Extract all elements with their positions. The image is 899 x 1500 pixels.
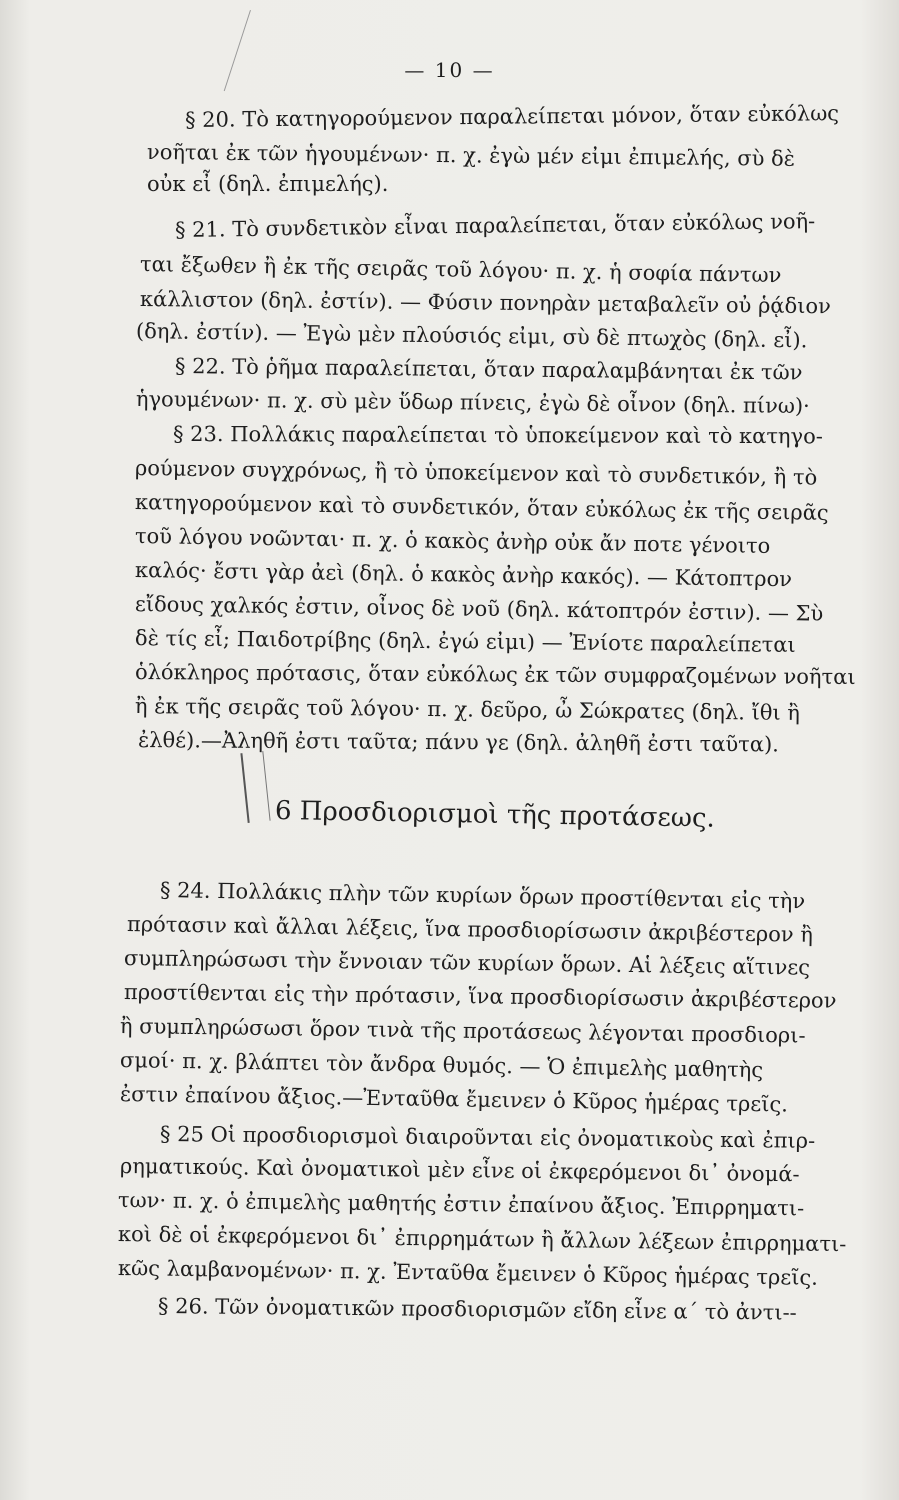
- text-line: συμπληρώσωσι τὴν ἔννοιαν τῶν κυρίων ὅρων. Αἱ λέξεις αἵτινες: [123, 946, 811, 980]
- text-line: § 26. Τῶν ὀνοματικῶν προσδιορισμῶν εἴδη εἶνε α´ τὸ ἀντι--: [157, 1294, 797, 1325]
- text-line: κατηγορούμενον καὶ τὸ συνδετικόν, ὅταν εὐκόλως ἐκ τῆς σειρᾶς: [134, 490, 829, 525]
- text-line: κῶς λαμβανομένων· π. χ. Ἐνταῦθα ἔμεινεν ὁ Κῦρος ἡμέρας τρεῖς.: [117, 1256, 819, 1290]
- text-line: § 22. Τὸ ῥῆμα παραλείπεται, ὅταν παραλαμβάνηται ἐκ τῶν: [174, 354, 803, 385]
- text-line: κάλλιστον (δηλ. ἐστίν). — Φύσιν πονηρὰν μεταβαλεῖν οὐ ῥᾴδιον: [139, 287, 831, 319]
- text-line: κοὶ δὲ οἱ ἐκφερόμενοι δι᾽ ἐπιρρημάτων ἢ ἄλλων λέξεων ἐπιρρηματι-: [117, 1222, 847, 1257]
- section-heading: 6 Προσδιορισμοὶ τῆς προτάσεως.: [274, 796, 716, 834]
- text-line: τοῦ λόγου νοῶνται· π. χ. ὁ κακὸς ἀνὴρ οὐκ ἄν ποτε γένοιτο: [134, 524, 771, 558]
- text-line: πρότασιν καὶ ἄλλαι λέξεις, ἵνα προσδιορίσωσιν ἀκριβέστερον ἢ: [126, 912, 814, 947]
- text-line: ἢ ἐκ τῆς σειρᾶς τοῦ λόγου· π. χ. δεῦρο, ὦ Σώκρατες (δηλ. ἴθι ἢ: [134, 694, 801, 725]
- text-line: ἡγουμένων· π. χ. σὺ μὲν ὕδωρ πίνεις, ἐγὼ δὲ οἶνον (δηλ. πίνω)·: [135, 387, 810, 419]
- text-line: § 21. Τὸ συνδετικὸν εἶναι παραλείπεται, ὅταν εὐκόλως νοῆ-: [174, 209, 816, 242]
- page-number: — 10 —: [404, 58, 495, 82]
- text-line: σμοί· π. χ. βλάπτει τὸν ἄνδρα θυμός. — Ὁ ἐπιμελὴς μαθητὴς: [119, 1048, 764, 1083]
- text-line: καλός· ἔστι γὰρ ἀεὶ (δηλ. ὁ κακὸς ἀνὴρ κακός). — Κάτοπτρον: [134, 558, 793, 592]
- text-line: νοῆται ἐκ τῶν ἡγουμένων· π. χ. ἐγὼ μέν εἰμι ἐπιμελής, σὺ δὲ: [146, 140, 796, 171]
- text-line: § 20. Τὸ κατηγορούμενον παραλείπεται μόνον, ὅταν εὐκόλως: [184, 101, 840, 132]
- text-line: ὁλόκληρος πρότασις, ὅταν εὐκόλως ἐκ τῶν συμφραζομένων νοῆται: [134, 660, 856, 690]
- text-line: ται ἔξωθεν ἢ ἐκ τῆς σειρᾶς τοῦ λόγου· π. χ. ἡ σοφία πάντων: [139, 252, 782, 288]
- text-line: ρούμενον συγχρόνως, ἢ τὸ ὑποκείμενον καὶ τὸ συνδετικόν, ἢ τὸ: [134, 456, 818, 490]
- text-line: § 25 Οἱ προσδιορισμοὶ διαιροῦνται εἰς ὀνοματικοὺς καὶ ἐπιρ-: [159, 1122, 816, 1153]
- pencil-bracket-mark: [240, 751, 270, 823]
- text-line: ἐλθέ).—Ἀληθῆ ἐστι ταῦτα; πάνυ γε (δηλ. ἀληθῆ ἐστι ταῦτα).: [137, 728, 779, 757]
- text-line: ἢ συμπληρώσωσι ὅρον τινὰ τῆς προτάσεως λέγονται προσδιορι-: [119, 1014, 806, 1048]
- text-line: οὐκ εἶ (δηλ. ἐπιμελής).: [147, 172, 389, 196]
- text-line: ἐστιν ἐπαίνου ἄξιος.—Ἐνταῦθα ἔμεινεν ὁ Κῦρος ἡμέρας τρεῖς.: [119, 1082, 789, 1117]
- text-line: (δηλ. ἐστίν). — Ἐγὼ μὲν πλούσιός εἰμι, σὺ δὲ πτωχὸς (δηλ. εἶ).: [135, 319, 808, 353]
- text-line: των· π. χ. ὁ ἐπιμελὴς μαθητής ἐστιν ἐπαίνου ἄξιος. Ἐπιρρηματι-: [117, 1188, 805, 1221]
- text-line: ρηματικούς. Καὶ ὀνοματικοὶ μὲν εἶνε οἱ ἐκφερόμενοι δι᾽ ὀνομά-: [119, 1154, 800, 1187]
- text-line: § 23. Πολλάκις παραλείπεται τὸ ὑποκείμενον καὶ τὸ κατηγο-: [172, 422, 823, 449]
- text-line: προστίθενται εἰς τὴν πρότασιν, ἵνα προσδιορίσωσιν ἀκριβέστερον: [123, 980, 837, 1013]
- text-line: § 24. Πολλάκις πλὴν τῶν κυρίων ὅρων προστίθενται εἰς τὴν: [159, 878, 806, 914]
- text-line: δὲ τίς εἶ; Παιδοτρίβης (δηλ. ἐγώ εἰμι) — Ἐνίοτε παραλείπεται: [134, 626, 796, 657]
- text-line: εἴδους χαλκός ἐστιν, οἶνος δὲ νοῦ (δηλ. κάτοπτρόν ἐστιν). — Σὺ: [134, 592, 824, 626]
